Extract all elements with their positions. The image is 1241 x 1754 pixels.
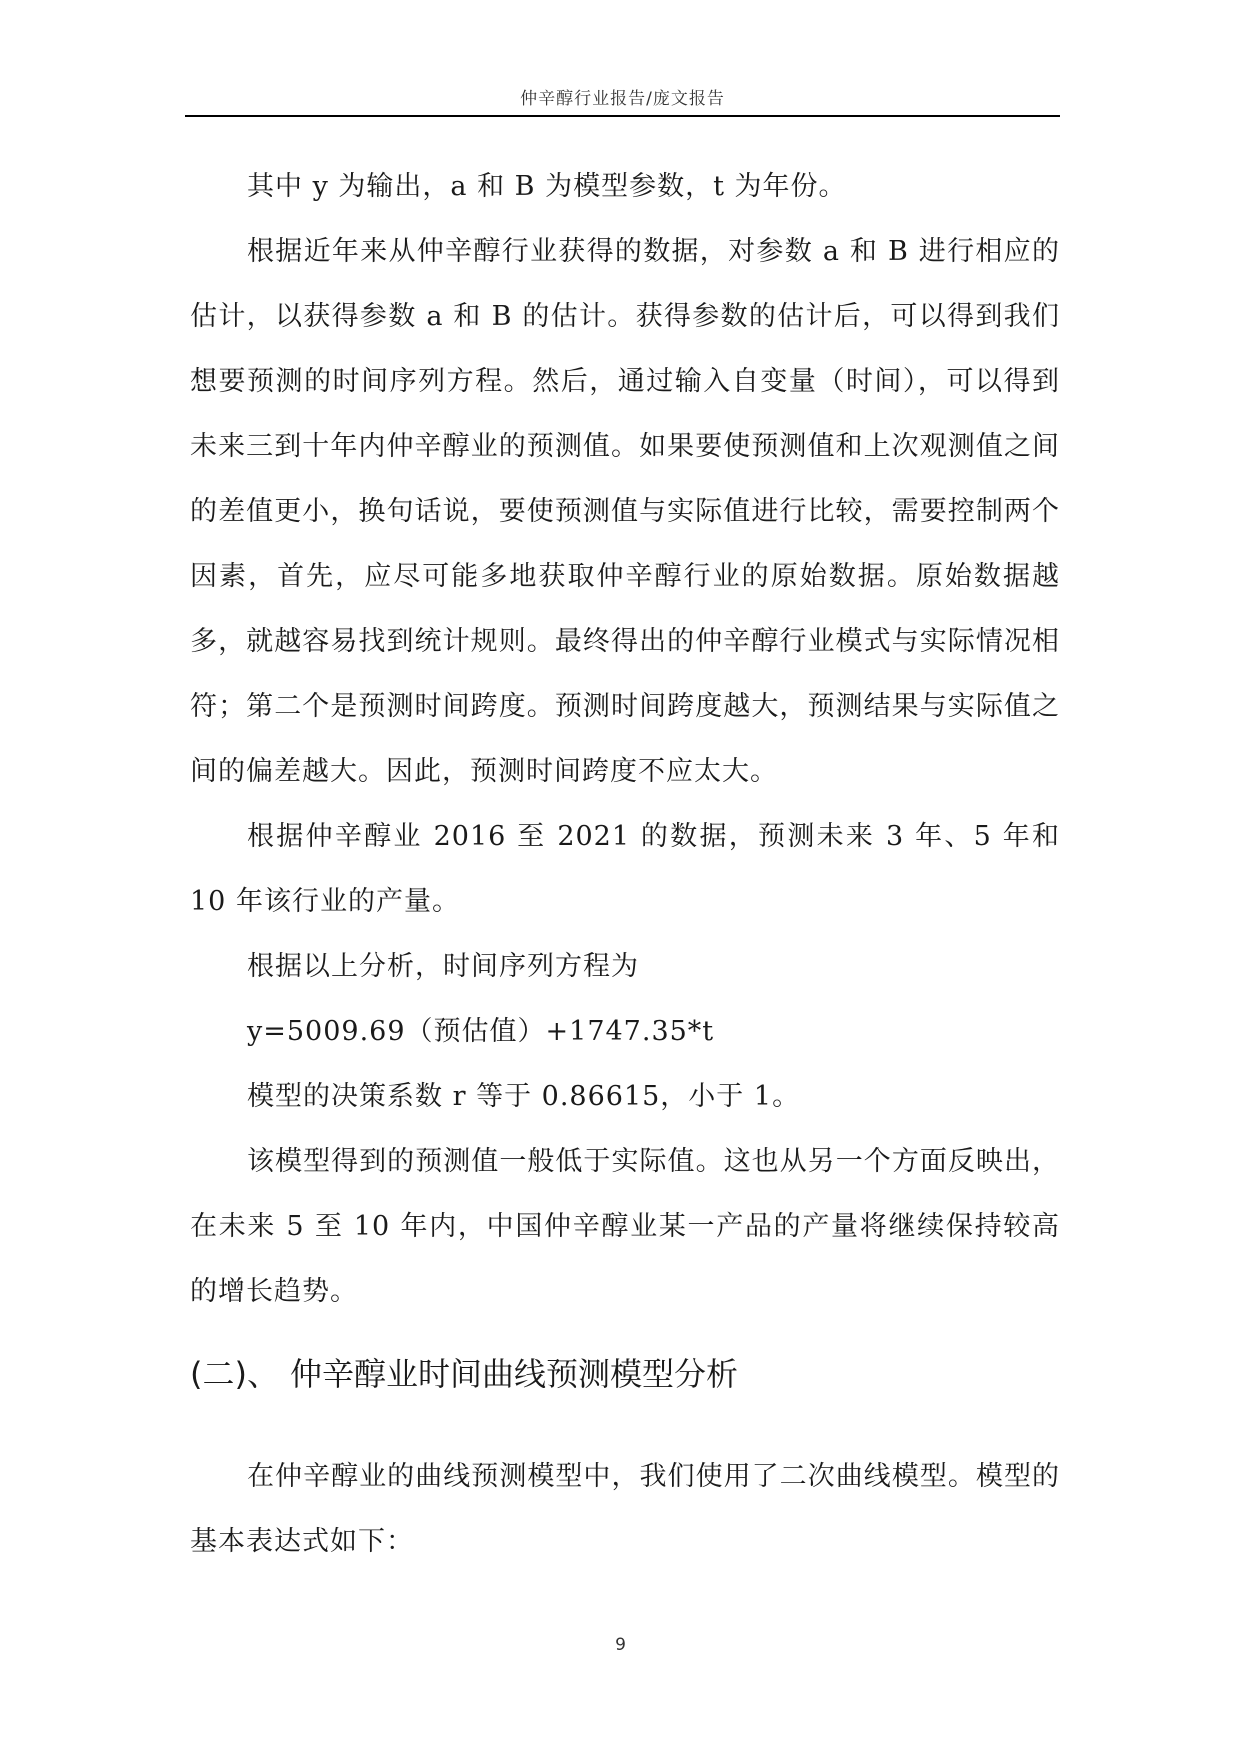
paragraph-analysis: 根据以上分析，时间序列方程为: [247, 951, 639, 982]
paragraph-estimation: 根据近年来从仲辛醇行业获得的数据，对参数 a 和 B 进行相应的估计，以获得参数 a 和 B 的估计。获得参数的估计后，可以得到我们想要预测的时间序列方程。然后，通过输入自变量（时间），可以得到未来三到十年内仲辛醇业的预测值。如果要使预测值和上次观测值之间的差值更小，换句话说，要使预测值与实际值进行比较，需要控制两个因素，首先，应尽可能多地获取仲辛醇行业的原始数据。原始数据越多，就越容易找到统计规则。最终得出的仲辛醇行业模式与实际情况相符；第二个是预测时间跨度。预测时间跨度越大，预测结果与实际值之间的偏差越大。因此，预测时间跨度不应太大。: [190, 236, 1060, 787]
paragraph-curve-model: 在仲辛醇业的曲线预测模型中，我们使用了二次曲线模型。模型的基本表达式如下：: [190, 1461, 1060, 1557]
paragraph-variables: 其中 y 为输出，a 和 B 为模型参数，t 为年份。: [247, 171, 847, 202]
paragraph-data-range: 根据仲辛醇业 2016 至 2021 的数据，预测未来 3 年、5 年和 10 年该行业的产量。: [190, 821, 1060, 917]
section-number: (二)、: [190, 1355, 279, 1393]
paragraph-conclusion: 该模型得到的预测值一般低于实际值。这也从另一个方面反映出，在未来 5 至 10 年内，中国仲辛醇业某一产品的产量将继续保持较高的增长趋势。: [190, 1146, 1060, 1307]
paragraph-coefficient: 模型的决策系数 r 等于 0.86615，小于 1。: [247, 1081, 801, 1112]
section-heading: [190, 1354, 1060, 1394]
section-title: 仲辛醇业时间曲线预测模型分析: [290, 1355, 739, 1393]
page-number: 9: [615, 1635, 626, 1655]
document-body: [190, 154, 1060, 1574]
header-divider: [185, 115, 1060, 117]
running-header: 仲辛醇行业报告/庞文报告: [520, 89, 725, 109]
equation: y=5009.69（预估值）+1747.35*t: [247, 1016, 715, 1047]
